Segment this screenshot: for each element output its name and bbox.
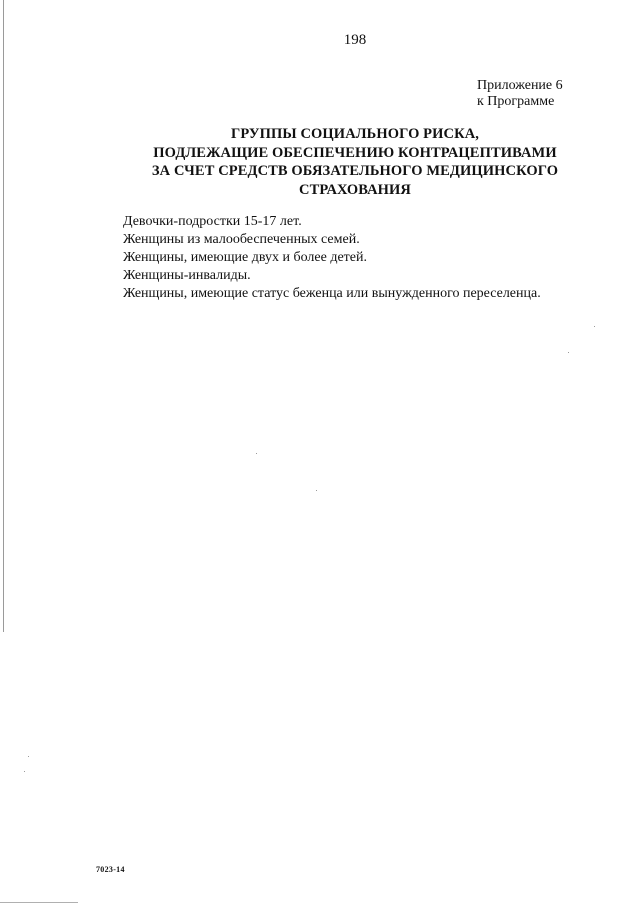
scan-speck [568,352,569,353]
list-item: Женщины, имеющие двух и более детей. [123,250,367,265]
bottom-rule [0,902,78,903]
scan-speck [316,490,317,491]
list-item: Женщины из малообеспеченных семей. [123,232,360,247]
title-line-4: СТРАХОВАНИЯ [299,181,411,198]
list-item: Женщины-инвалиды. [123,268,251,283]
page-number: 198 [343,32,367,48]
title-line-1: ГРУППЫ СОЦИАЛЬНОГО РИСКА, [231,126,479,142]
scan-speck [28,756,29,757]
title-line-3: ЗА СЧЕТ СРЕДСТВ ОБЯЗАТЕЛЬНОГО МЕДИЦИНСКОГО [151,163,559,179]
risk-groups-list [123,213,541,303]
list-item: Девочки-подростки 15-17 лет. [123,214,302,229]
scan-speck [594,326,595,327]
appendix-line-2: к Программе [477,94,555,109]
appendix-reference [477,78,563,110]
scan-speck [24,771,25,772]
appendix-line-1: Приложение 6 [477,78,563,93]
list-item: Женщины, имеющие статус беженца или вынужденного переселенца. [123,286,541,301]
document-title [100,125,610,199]
document-code: 7023-14 [96,865,125,874]
title-line-2: ПОДЛЕЖАЩИЕ ОБЕСПЕЧЕНИЮ КОНТРАЦЕПТИВАМИ [153,144,557,161]
left-page-edge [3,0,4,632]
scan-speck [256,453,257,454]
